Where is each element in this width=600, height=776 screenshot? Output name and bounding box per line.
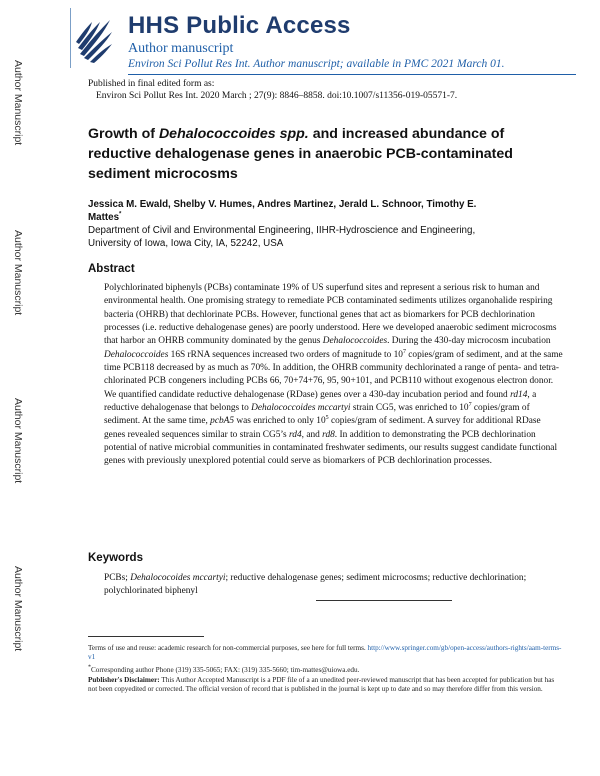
footnote-divider (88, 636, 204, 637)
abstract-text: Polychlorinated biphenyls (PCBs) contaminate 19% of US superfund sites and represent a serious risk to human and environmental health. One promising strategy to remediate PCB contaminated sediments utilizes organohalide respiring bacteria (OHRB) that dechlorinate PCBs. However, functional genes that act as biomarkers for PCB dechlorination processes (i.e. reductive dehalogenase genes) are poorly understood. Here we developed anaerobic sediment microcosms that harbor an OHRB community dominated by the genus Dehalococcoides. During the 430-day microcosm incubation Dehalococcoides 16S rRNA sequences increased two orders of magnitude to $10^7$ copies/gram of sediment, and at the same time PCB118 decreased by as much as 70%. In addition, the OHRB community dechlorinated a range of penta- and tetra-chlorinated PCB congeners including PCBs 66, 70+74+76, 95, 90+101, and PCB110 without exogenous electron donor. We quantified candidate reductive dehalogenase (RDase) genes over a 430-day incubation period and found rd14, a reductive dehalogenase that belongs to Dehalococcoides mccartyi strain CG5, was enriched to $10^7$ copies/gram of sediment. At the same time, pcbA5 was enriched to only $10^5$ copies/gram of sediment. A survey for additional RDase genes revealed sequences similar to strain CG5’s rd4, and rd8. In addition to demonstrating the PCB dechlorination potential of native microbial communities in contaminated freshwater sediments, our results suggest candidate functional genes with previously unexplored potential could serve as biomarkers of PCB dechlorination processes. (104, 283, 563, 467)
affiliation: Department of Civil and Environmental Engineering, IIHR-Hydroscience and Engineering, University of Iowa, Iowa City, IA, 52242, USA (88, 225, 476, 249)
sidebar-label: Author Manuscript (12, 398, 24, 484)
publisher-disclaimer: Publisher's Disclaimer: This Author Accepted Manuscript is a PDF file of a an unedited peer-reviewed manuscript that has been accepted for publication but has not been copyedited or corrected. The official version of record that is published in the journal is kept up to date and so may therefore differ from this version. (88, 676, 555, 694)
journal-availability: Environ Sci Pollut Res Int. Author manuscript; available in PMC 2021 March 01. (128, 58, 505, 70)
terms-link[interactable]: http://www.springer.com/gb/open-access/authors-rights/aam-terms-v1 (88, 644, 562, 662)
author-list: Jessica M. Ewald, Shelby V. Humes, Andres Martinez, Jerald L. Schnoor, Timothy E. Mattes* (88, 199, 477, 223)
published-form-label: Published in final edited form as: (88, 79, 215, 89)
keywords-heading: Keywords (88, 552, 143, 564)
page-header-title: HHS Public Access (128, 12, 351, 39)
sidebar-label: Author Manuscript (12, 60, 24, 146)
sidebar (0, 0, 52, 776)
header-divider (70, 8, 71, 68)
sidebar-label: Author Manuscript (12, 230, 24, 316)
author-manuscript-label: Author manuscript (128, 41, 234, 56)
keywords-text: PCBs; Dehalococoides mccartyi; reductive dehalogenase genes; sediment microcosms; reductive dechlorination; polychlorinated biphenyl (104, 573, 527, 596)
terms-of-use: Terms of use and reuse: academic research for non-commercial purposes, see here for full terms. http://www.springer.com/gb/open-access/authors-rights/aam-terms-v1 (88, 644, 562, 662)
citation-line: Environ Sci Pollut Res Int. 2020 March ; 27(9): 8846–8858. doi:10.1007/s11356-019-05571-7. (96, 91, 458, 101)
corresponding-author-note: *Corresponding author Phone (319) 335-5065; FAX: (319) 335-5660; tim-mattes@uiowa.edu. (88, 664, 360, 674)
hhs-eagle-logo-icon (74, 14, 116, 64)
header-rule (128, 74, 576, 75)
sidebar-label: Author Manuscript (12, 566, 24, 652)
keywords-divider (316, 600, 452, 601)
article-title: Growth of Dehalococcoides spp. and increased abundance of reductive dehalogenase genes in anaerobic PCB-contaminated sediment microcosms (88, 126, 513, 182)
abstract-heading: Abstract (88, 263, 135, 275)
